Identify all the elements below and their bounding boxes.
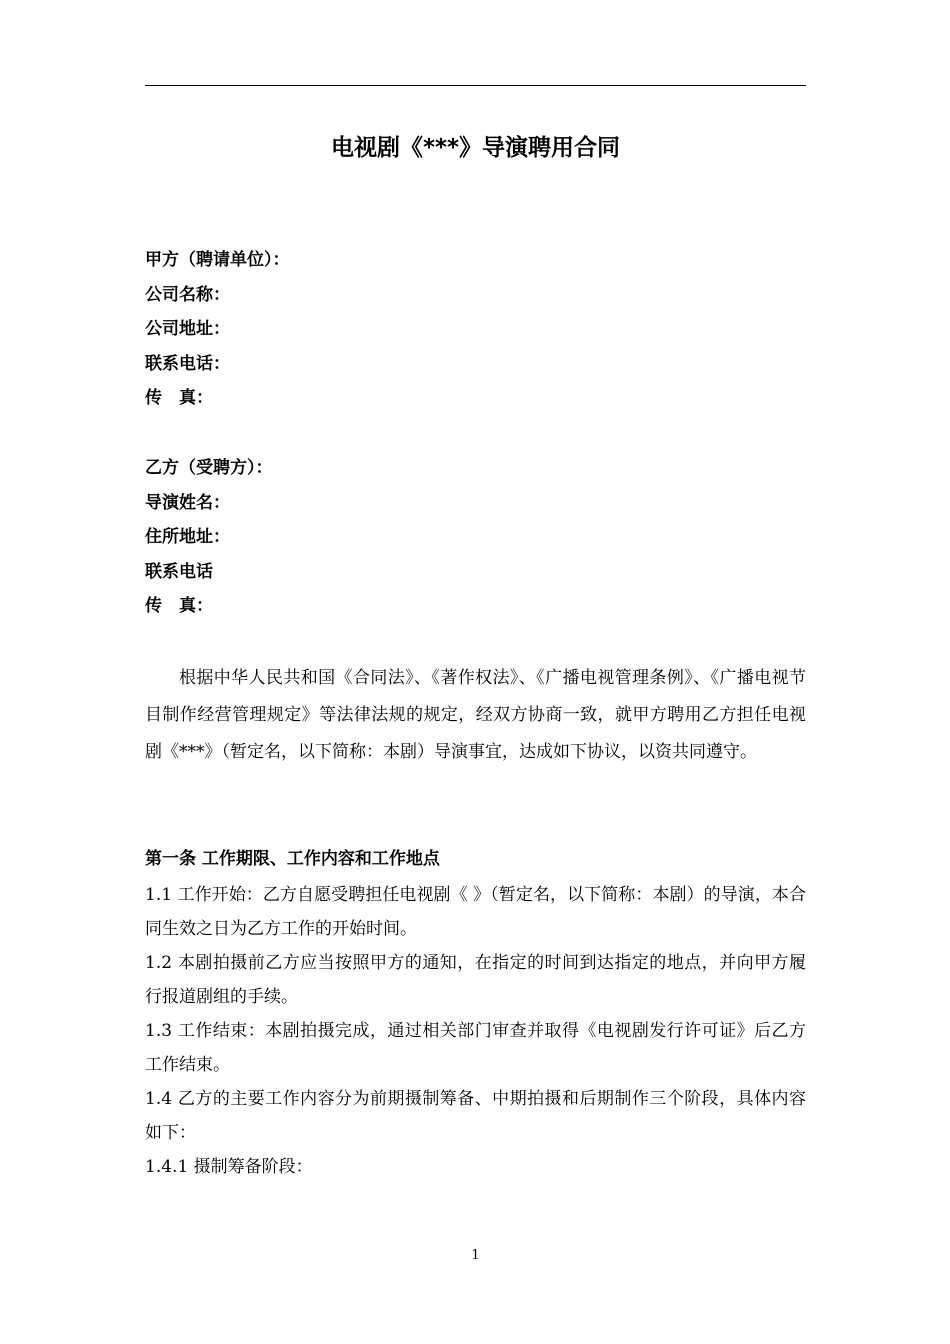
header-rule — [145, 85, 806, 86]
article-1 — [145, 841, 806, 1184]
clause-1-4-1: 1.4.1 摄制筹备阶段： — [145, 1157, 313, 1177]
party-b-director-name: 导演姓名： — [145, 492, 230, 513]
party-b-block — [145, 451, 806, 624]
party-b-phone: 联系电话 — [145, 561, 213, 582]
party-a-company-name: 公司名称： — [145, 284, 230, 305]
party-a-company-address: 公司地址： — [145, 319, 230, 340]
document-title: 电视剧《***》导演聘用合同 — [330, 135, 621, 161]
clause-1-2: 1.2 本剧拍摄前乙方应当按照甲方的通知，在指定的时间到达指定的地点，并向甲方履行报道剧组的手续。 — [145, 953, 806, 1007]
party-a-heading: 甲方（聘请单位）： — [145, 250, 290, 270]
clause-1-3: 1.3 工作结束：本剧拍摄完成，通过相关部门审查并取得《电视剧发行许可证》后乙方工作结束。 — [145, 1021, 806, 1075]
clause-1-1: 1.1 工作开始：乙方自愿受聘担任电视剧《 》（暂定名，以下简称：本剧）的导演，本合同生效之日为乙方工作的开始时间。 — [145, 885, 806, 939]
party-a-block — [145, 243, 806, 416]
party-b-fax: 传 真： — [145, 596, 213, 617]
clause-1-4: 1.4 乙方的主要工作内容分为前期摄制筹备、中期拍摄和后期制作三个阶段，具体内容如下： — [145, 1089, 806, 1143]
party-b-heading: 乙方（受聘方）： — [145, 458, 273, 478]
party-a-fax: 传 真： — [145, 388, 213, 409]
preamble-paragraph: 根据中华人民共和国《合同法》、《著作权法》、《广播电视管理条例》、《广播电视节目制作经营管理规定》等法律法规的规定，经双方协商一致，就甲方聘用乙方担任电视剧《***》（暂定名，以下简称：本剧）导演事宜，达成如下协议，以资共同遵守。 — [145, 668, 806, 762]
page-number: 1 — [471, 1248, 480, 1263]
party-a-phone: 联系电话： — [145, 353, 230, 374]
party-b-address: 住所地址： — [145, 527, 230, 548]
article-1-heading: 第一条 工作期限、工作内容和工作地点 — [145, 849, 440, 869]
